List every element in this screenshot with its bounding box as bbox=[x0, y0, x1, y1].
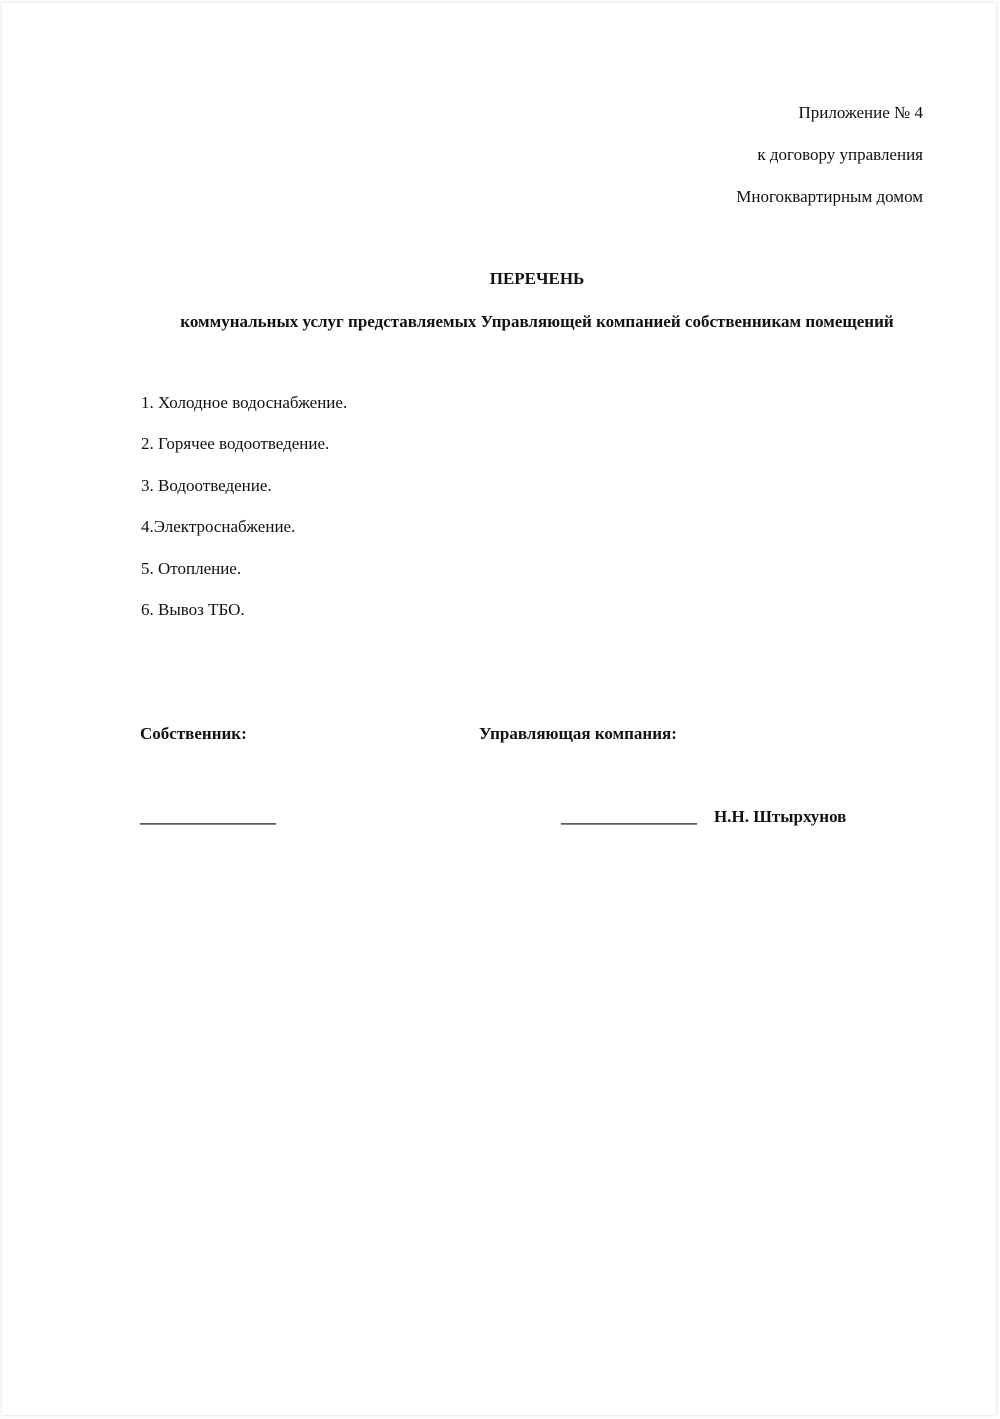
owner-label: Собственник: bbox=[140, 724, 247, 743]
contract-reference: к договору управления bbox=[757, 145, 923, 164]
document-title: ПЕРЕЧЕНЬ bbox=[489, 269, 585, 288]
appendix-number: Приложение № 4 bbox=[798, 103, 923, 122]
list-item: 6. Вывоз ТБО. bbox=[141, 600, 245, 619]
list-item: 3. Водоотведение. bbox=[141, 476, 272, 495]
list-item: 4.Электроснабжение. bbox=[141, 517, 296, 536]
owner-signature-line: ________________ bbox=[140, 807, 276, 826]
company-label: Управляющая компания: bbox=[479, 724, 677, 743]
list-item: 2. Горячее водоотведение. bbox=[141, 434, 330, 453]
document-page bbox=[2, 3, 996, 1415]
document-subtitle: коммунальных услуг представляемых Управляющей компанией собственникам помещений bbox=[180, 312, 894, 331]
company-signer-name: Н.Н. Штырхунов bbox=[714, 807, 847, 826]
list-item: 5. Отопление. bbox=[141, 559, 242, 578]
contract-subject: Многоквартирным домом bbox=[736, 187, 923, 206]
company-signature-line: ________________ bbox=[561, 807, 697, 826]
list-item: 1. Холодное водоснабжение. bbox=[141, 393, 348, 412]
